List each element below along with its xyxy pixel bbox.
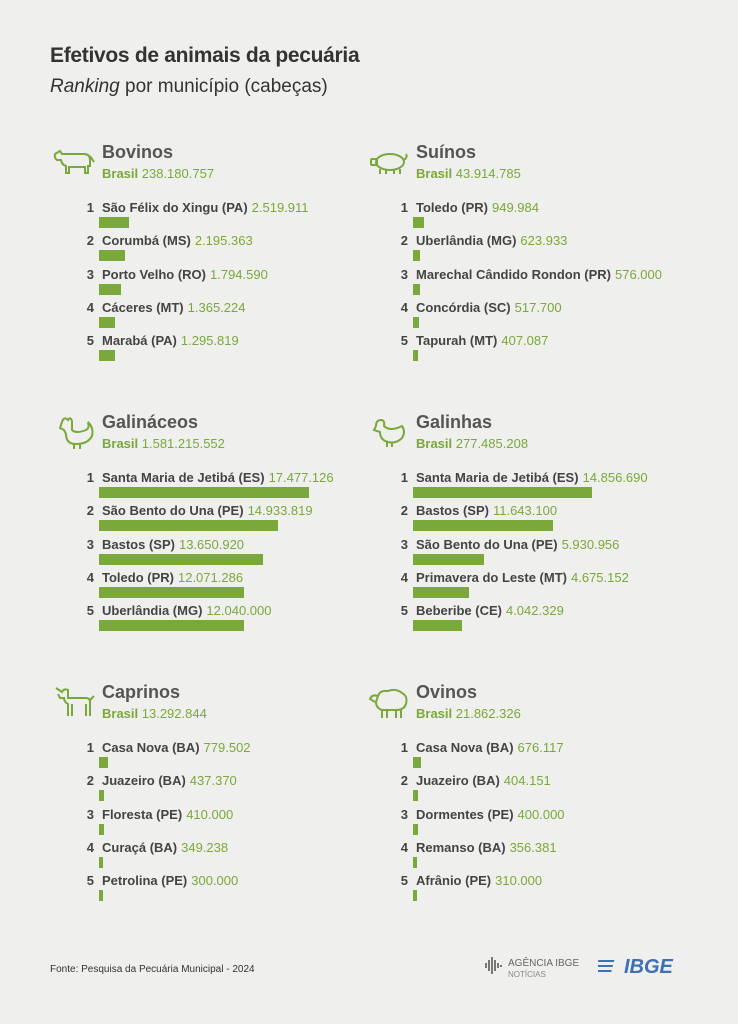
- data-label: 410.000: [186, 806, 234, 822]
- hen-icon: [366, 412, 412, 452]
- bar: [99, 620, 244, 631]
- ranking-row: [396, 603, 696, 636]
- rank-number: 3: [400, 266, 408, 282]
- rank-number: 3: [400, 806, 408, 822]
- municipality-label: Marechal Cândido Rondon (PR) 576.000: [416, 266, 662, 282]
- municipality-label: Toledo (PR) 12.071.286: [102, 569, 244, 585]
- ibge-logo: [598, 954, 692, 978]
- data-label: 2.519.911: [251, 200, 309, 215]
- municipality-label: Cáceres (MT) 1.365.224: [102, 299, 246, 315]
- rank-number: 5: [86, 603, 94, 619]
- rank-number: 2: [400, 773, 408, 789]
- data-label: 349.238: [181, 839, 229, 855]
- ranking-row: [82, 740, 382, 773]
- data-label: 310.000: [495, 873, 543, 889]
- data-label: 11.643.100: [492, 503, 558, 519]
- ranking-row: [396, 300, 696, 333]
- bar: [99, 890, 103, 901]
- data-label: 14.856.690: [582, 470, 648, 485]
- municipality-label: Tapurah (MT) 407.087: [416, 333, 549, 349]
- data-label: 779.502: [203, 740, 251, 755]
- data-label: 623.933: [520, 233, 568, 249]
- data-label: 12.071.286: [177, 569, 244, 585]
- national-total-label: Brasil: [102, 706, 139, 721]
- rank-number: 1: [400, 740, 408, 755]
- national-total: [102, 166, 214, 181]
- rank-number: 2: [86, 503, 94, 519]
- chart-panel-3: [366, 412, 696, 652]
- chart-panel-4: [52, 682, 382, 922]
- bar: [413, 620, 462, 631]
- bar: [99, 284, 121, 295]
- rank-number: 5: [86, 873, 94, 889]
- national-total-label: Brasil: [416, 706, 453, 721]
- rank-number: 2: [400, 233, 408, 249]
- municipality-label: Marabá (PA) 1.295.819: [102, 333, 239, 349]
- chart-panel-5: [366, 682, 696, 922]
- rank-number: 3: [86, 536, 94, 552]
- national-total: [416, 166, 521, 181]
- goat-icon: [52, 682, 98, 722]
- bar: [413, 284, 420, 295]
- data-label: 1.794.590: [210, 266, 268, 282]
- ranking-row: [396, 773, 696, 806]
- data-label: 517.700: [514, 299, 562, 315]
- subtitle-italic: Ranking: [50, 76, 120, 97]
- ranking-row: [82, 570, 382, 603]
- ranking-row: [396, 333, 696, 366]
- chart-panel-0: [52, 142, 382, 382]
- data-label: 17.477.126: [268, 470, 334, 485]
- data-label: 2.195.363: [194, 233, 253, 249]
- municipality-label: São Bento do Una (PE) 14.933.819: [102, 503, 313, 519]
- national-total-value: 21.862.326: [452, 706, 521, 721]
- ranking-row: [82, 873, 382, 906]
- ranking-row: [82, 470, 382, 503]
- municipality-label: Juazeiro (BA) 437.370: [102, 773, 237, 789]
- ranking-row: [396, 200, 696, 233]
- source-note: Fonte: Pesquisa da Pecuária Municipal - 2024: [50, 964, 255, 975]
- bar: [413, 790, 418, 801]
- bar: [99, 487, 309, 498]
- rank-number: 1: [400, 470, 408, 485]
- rank-number: 1: [86, 200, 94, 215]
- bar: [99, 757, 108, 768]
- ranking-row: [396, 267, 696, 300]
- rank-number: 2: [86, 773, 94, 789]
- data-label: 400.000: [517, 806, 565, 822]
- bar: [99, 520, 278, 531]
- rooster-icon: [52, 412, 98, 452]
- ranking-row: [82, 503, 382, 536]
- bar: [99, 857, 103, 868]
- svg-text:IBGE: IBGE: [624, 956, 673, 978]
- municipality-label: Toledo (PR) 949.984: [416, 200, 539, 215]
- national-total-value: 43.914.785: [452, 166, 521, 181]
- chart-title: Galináceos: [102, 412, 199, 432]
- municipality-label: Remanso (BA) 356.381: [416, 839, 557, 855]
- municipality-label: Primavera do Leste (MT) 4.675.152: [416, 569, 629, 585]
- rank-number: 4: [86, 839, 94, 855]
- rank-number: 1: [86, 470, 94, 485]
- ranking-row: [82, 333, 382, 366]
- rank-number: 3: [86, 266, 94, 282]
- municipality-label: Uberlândia (MG) 623.933: [416, 233, 568, 249]
- data-label: 949.984: [491, 200, 539, 215]
- bar: [413, 554, 484, 565]
- ranking-row: [396, 807, 696, 840]
- data-label: 437.370: [189, 773, 237, 789]
- rank-number: 4: [86, 299, 94, 315]
- rank-number: 4: [400, 299, 408, 315]
- chart-title: Suínos: [416, 142, 477, 162]
- bar: [413, 217, 424, 228]
- rank-number: 2: [86, 233, 94, 249]
- municipality-label: São Félix do Xingu (PA) 2.519.911: [102, 200, 309, 215]
- data-label: 5.930.956: [561, 536, 620, 552]
- municipality-label: Uberlândia (MG) 12.040.000: [102, 603, 272, 619]
- ranking-row: [396, 740, 696, 773]
- chart-title: Caprinos: [102, 682, 181, 702]
- rank-number: 5: [400, 603, 408, 619]
- ranking-row: [82, 603, 382, 636]
- municipality-label: Porto Velho (RO) 1.794.590: [102, 266, 268, 282]
- municipality-label: Curaçá (BA) 349.238: [102, 839, 229, 855]
- municipality-label: Floresta (PE) 410.000: [102, 806, 234, 822]
- national-total: [416, 706, 521, 721]
- rank-number: 1: [86, 740, 94, 755]
- bar: [413, 487, 592, 498]
- bar: [413, 857, 417, 868]
- data-label: 404.151: [503, 773, 551, 789]
- national-total-label: Brasil: [416, 166, 453, 181]
- rank-number: 2: [400, 503, 408, 519]
- municipality-label: Corumbá (MS) 2.195.363: [102, 233, 253, 249]
- bar: [99, 554, 263, 565]
- ranking-row: [82, 300, 382, 333]
- municipality-label: São Bento do Una (PE) 5.930.956: [416, 536, 620, 552]
- bar: [413, 317, 419, 328]
- municipality-label: Concórdia (SC) 517.700: [416, 299, 562, 315]
- municipality-label: Casa Nova (BA) 779.502: [102, 740, 251, 755]
- rank-number: 1: [400, 200, 408, 215]
- bar: [413, 520, 553, 531]
- ranking-row: [82, 807, 382, 840]
- bar: [99, 587, 244, 598]
- chart-title: Bovinos: [102, 142, 174, 162]
- data-label: 4.675.152: [571, 569, 629, 585]
- agencia-ibge-logo: [484, 954, 584, 980]
- rank-number: 3: [400, 536, 408, 552]
- municipality-label: Santa Maria de Jetibá (ES) 14.856.690: [416, 470, 648, 485]
- national-total: [102, 436, 225, 451]
- subtitle-rest: por município (cabeças): [125, 76, 328, 97]
- bar: [413, 757, 421, 768]
- data-label: 356.381: [509, 839, 557, 855]
- municipality-label: Bastos (SP) 13.650.920: [102, 536, 245, 552]
- rank-number: 4: [86, 569, 94, 585]
- ranking-row: [396, 537, 696, 570]
- national-total-value: 13.292.844: [138, 706, 207, 721]
- national-total-value: 1.581.215.552: [138, 436, 225, 451]
- bar: [413, 350, 418, 361]
- data-label: 676.117: [517, 740, 564, 755]
- chart-title: Galinhas: [416, 412, 493, 432]
- data-label: 1.295.819: [180, 333, 239, 349]
- bar: [99, 217, 129, 228]
- bar: [413, 824, 418, 835]
- rank-number: 4: [400, 839, 408, 855]
- national-total-label: Brasil: [102, 166, 139, 181]
- bar: [99, 350, 115, 361]
- chart-title: Ovinos: [416, 682, 478, 702]
- ranking-row: [82, 200, 382, 233]
- ranking-row: [82, 233, 382, 266]
- national-total-value: 277.485.208: [452, 436, 529, 451]
- rank-number: 5: [86, 333, 94, 349]
- data-label: 407.087: [501, 333, 549, 349]
- national-total-label: Brasil: [102, 436, 139, 451]
- bar: [413, 587, 469, 598]
- data-label: 576.000: [615, 266, 662, 282]
- national-total: [416, 436, 528, 451]
- ranking-row: [82, 840, 382, 873]
- ranking-row: [396, 873, 696, 906]
- bar: [413, 890, 417, 901]
- ranking-row: [396, 570, 696, 603]
- municipality-label: Dormentes (PE) 400.000: [416, 806, 565, 822]
- municipality-label: Santa Maria de Jetibá (ES) 17.477.126: [102, 470, 334, 485]
- bar: [99, 250, 125, 261]
- national-total-value: 238.180.757: [138, 166, 215, 181]
- ranking-row: [396, 840, 696, 873]
- svg-text:NOTÍCIAS: NOTÍCIAS: [508, 970, 546, 979]
- ranking-row: [396, 233, 696, 266]
- national-total: [102, 706, 207, 721]
- ranking-row: [396, 503, 696, 536]
- ranking-row: [82, 773, 382, 806]
- page-title: Efetivos de animais da pecuária: [50, 44, 360, 67]
- municipality-label: Juazeiro (BA) 404.151: [416, 773, 551, 789]
- chart-panel-1: [366, 142, 696, 382]
- bar: [99, 790, 104, 801]
- national-total-label: Brasil: [416, 436, 453, 451]
- ranking-row: [82, 267, 382, 300]
- municipality-label: Petrolina (PE) 300.000: [102, 873, 239, 889]
- municipality-label: Casa Nova (BA) 676.117: [416, 740, 564, 755]
- chart-panel-2: [52, 412, 382, 652]
- municipality-label: Bastos (SP) 11.643.100: [416, 503, 558, 519]
- data-label: 13.650.920: [178, 536, 245, 552]
- ranking-row: [396, 470, 696, 503]
- bar: [413, 250, 420, 261]
- sheep-icon: [366, 682, 412, 722]
- rank-number: 5: [400, 873, 408, 889]
- pig-icon: [366, 142, 412, 182]
- data-label: 300.000: [191, 873, 239, 889]
- municipality-label: Afrânio (PE) 310.000: [416, 873, 543, 889]
- bar: [99, 317, 115, 328]
- bar: [99, 824, 104, 835]
- data-label: 12.040.000: [206, 603, 272, 619]
- data-label: 14.933.819: [247, 503, 313, 519]
- municipality-label: Beberibe (CE) 4.042.329: [416, 603, 564, 619]
- rank-number: 5: [400, 333, 408, 349]
- svg-text:AGÊNCIA IBGE: AGÊNCIA IBGE: [508, 958, 580, 969]
- cow-icon: [52, 142, 98, 182]
- rank-number: 4: [400, 569, 408, 585]
- data-label: 1.365.224: [187, 299, 246, 315]
- ranking-row: [82, 537, 382, 570]
- page-subtitle: [50, 76, 328, 98]
- rank-number: 3: [86, 806, 94, 822]
- data-label: 4.042.329: [505, 603, 564, 619]
